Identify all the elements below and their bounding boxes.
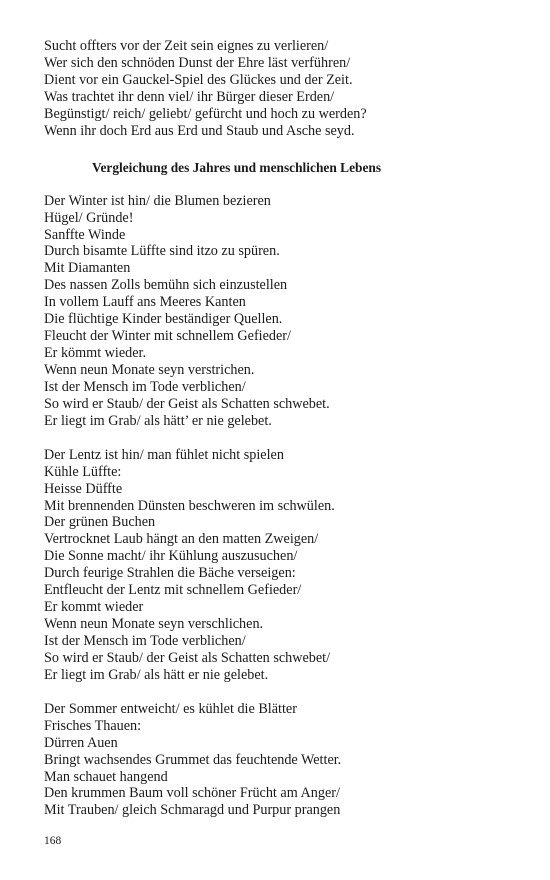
- poem-line: Heisse Düffte: [44, 480, 123, 497]
- poem-line: Den krummen Baum voll schöner Frücht am Anger/: [44, 785, 340, 802]
- page-number: 168: [44, 835, 62, 847]
- poem-line: Ist der Mensch im Tode verblichen/: [44, 633, 246, 649]
- poem-line: Hügel/ Gründe!: [44, 209, 134, 226]
- poem-line: Mit Trauben/ gleich Schmaragd und Purpur prangen: [44, 802, 341, 819]
- poem-line: Begünstigt/ reich/ geliebt/ gefürcht und hoch zu werden?: [44, 105, 367, 122]
- poem-line: Die flüchtige Kinder beständiger Quellen.: [44, 311, 283, 328]
- poem-line: Sucht offters vor der Zeit sein eignes zu verlieren/: [44, 38, 329, 54]
- poem-line: Wenn neun Monate seyn verschlichen.: [44, 616, 264, 633]
- poem-line: Mit brennenden Dünsten beschweren im schwülen.: [44, 497, 335, 514]
- poem-line: Durch feurige Strahlen die Bäche verseigen:: [44, 565, 296, 582]
- poem-line: In vollem Lauff ans Meeres Kanten: [44, 294, 246, 311]
- poem-line: Vertrocknet Laub hängt an den matten Zweigen/: [44, 531, 319, 548]
- poem-line: Was trachtet ihr denn viel/ ihr Bürger dieser Erden/: [44, 88, 335, 105]
- poem-line: Er liegt im Grab/ als hätt er nie gelebet.: [44, 666, 269, 683]
- stanza-break: [44, 684, 514, 701]
- poem-line: Dient vor ein Gauckel-Spiel des Glückes und der Zeit.: [44, 71, 353, 88]
- poem-line: Wer sich den schnöden Dunst der Ehre läst verführen/: [44, 54, 351, 71]
- stanza-summer: [44, 701, 514, 820]
- poem-line: Er liegt im Grab/ als hätt’ er nie gelebet.: [44, 412, 272, 429]
- poem-line: So wird er Staub/ der Geist als Schatten schwebet/: [44, 649, 331, 666]
- poem-line: Der Lentz ist hin/ man fühlet nicht spielen: [44, 446, 284, 463]
- stanza-spring: [44, 447, 514, 684]
- poem-line: Er kommt wieder: [44, 599, 144, 616]
- poem-line: Dürren Auen: [44, 734, 118, 751]
- poem-line: Durch bisamte Lüffte sind itzo zu spüren.: [44, 243, 280, 260]
- page-body: [44, 38, 514, 819]
- poem-line: Bringt wachsendes Grummet das feuchtende Wetter.: [44, 751, 342, 768]
- poem-line: So wird er Staub/ der Geist als Schatten schwebet.: [44, 395, 330, 412]
- poem-line: Der grünen Buchen: [44, 514, 156, 531]
- poem-line: Wenn ihr doch Erd aus Erd und Staub und Asche seyd.: [44, 122, 355, 139]
- poem-line: Frisches Thauen:: [44, 717, 142, 734]
- poem-line: Ist der Mensch im Tode verblichen/: [44, 378, 246, 395]
- poem-line: Er kömmt wieder.: [44, 345, 147, 362]
- poem-line: Des nassen Zolls bemühn sich einzustellen: [44, 277, 288, 294]
- poem-line: Kühle Lüffte:: [44, 463, 122, 480]
- poem-line: Wenn neun Monate seyn verstrichen.: [44, 362, 255, 378]
- poem-line: Man schauet hangend: [44, 768, 168, 785]
- poem-line: Der Sommer entweicht/ es kühlet die Blätter: [44, 700, 297, 717]
- poem-line: Entfleucht der Lentz mit schnellem Gefieder/: [44, 582, 302, 599]
- poem-line: Sanffte Winde: [44, 226, 126, 243]
- poem-line: Die Sonne macht/ ihr Kühlung auszusuchen/: [44, 548, 298, 565]
- poem-line: Fleucht der Winter mit schnellem Gefieder/: [44, 328, 291, 345]
- poem-line: Mit Diamanten: [44, 260, 131, 277]
- poem-line: Der Winter ist hin/ die Blumen bezieren: [44, 192, 271, 209]
- stanza-break: [44, 430, 514, 447]
- poem-title: Vergleichung des Jahres und menschlichen Lebens: [92, 159, 382, 175]
- stanza-winter: [44, 193, 514, 430]
- intro-stanza: [44, 38, 514, 140]
